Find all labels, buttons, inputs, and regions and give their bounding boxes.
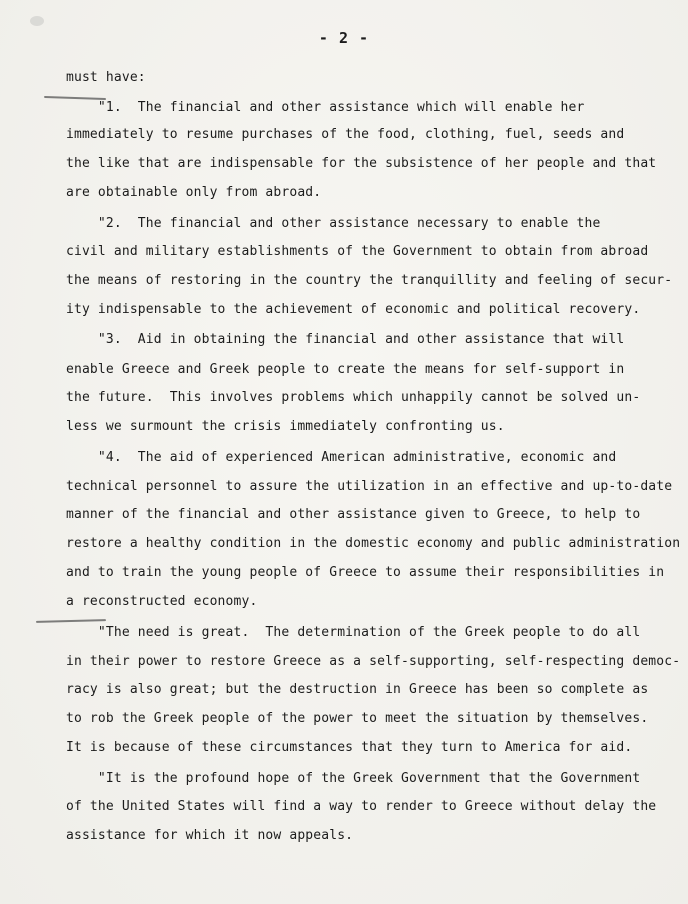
text-line: must have: xyxy=(66,70,146,85)
text-line: the like that are indispensable for the subsistence of her people and that xyxy=(66,156,657,171)
text-line: "4. The aid of experienced American administrative, economic and xyxy=(66,450,617,465)
text-line: are obtainable only from abroad. xyxy=(66,185,322,200)
text-line: "3. Aid in obtaining the financial and other assistance that will xyxy=(66,332,625,347)
text-line: manner of the financial and other assistance given to Greece, to help to xyxy=(66,507,641,522)
text-line: "1. The financial and other assistance which will enable her xyxy=(66,100,585,115)
text-line: "The need is great. The determination of the Greek people to do all xyxy=(66,625,641,640)
text-line: racy is also great; but the destruction in Greece has been so complete as xyxy=(66,682,649,697)
text-line: assistance for which it now appeals. xyxy=(66,828,354,843)
text-line: a reconstructed economy. xyxy=(66,594,258,609)
text-line: of the United States will find a way to render to Greece without delay the xyxy=(66,799,657,814)
text-line: It is because of these circumstances that they turn to America for aid. xyxy=(66,740,633,755)
text-line: less we surmount the crisis immediately confronting us. xyxy=(66,419,505,434)
text-line: ity indispensable to the achievement of economic and political recovery. xyxy=(66,302,641,317)
text-line: and to train the young people of Greece to assume their responsibilities in xyxy=(66,565,665,580)
text-line: enable Greece and Greek people to create the means for self-support in xyxy=(66,362,625,377)
text-line: restore a healthy condition in the domestic economy and public administration xyxy=(66,536,681,551)
text-line: "It is the profound hope of the Greek Government that the Government xyxy=(66,771,641,786)
text-line: to rob the Greek people of the power to meet the situation by themselves. xyxy=(66,711,649,726)
ink-smudge xyxy=(30,16,44,26)
text-line: the means of restoring in the country the tranquillity and feeling of secur- xyxy=(66,273,673,288)
text-line: technical personnel to assure the utilization in an effective and up-to-date xyxy=(66,479,673,494)
text-line: the future. This involves problems which unhappily cannot be solved un- xyxy=(66,390,641,405)
text-line: "2. The financial and other assistance necessary to enable the xyxy=(66,216,601,231)
text-line: in their power to restore Greece as a self-supporting, self-respecting democ- xyxy=(66,654,681,669)
text-line: civil and military establishments of the Government to obtain from abroad xyxy=(66,244,649,259)
page-number: - 2 - xyxy=(318,29,370,47)
margin-pen-mark xyxy=(36,619,106,623)
text-line: immediately to resume purchases of the food, clothing, fuel, seeds and xyxy=(66,127,625,142)
